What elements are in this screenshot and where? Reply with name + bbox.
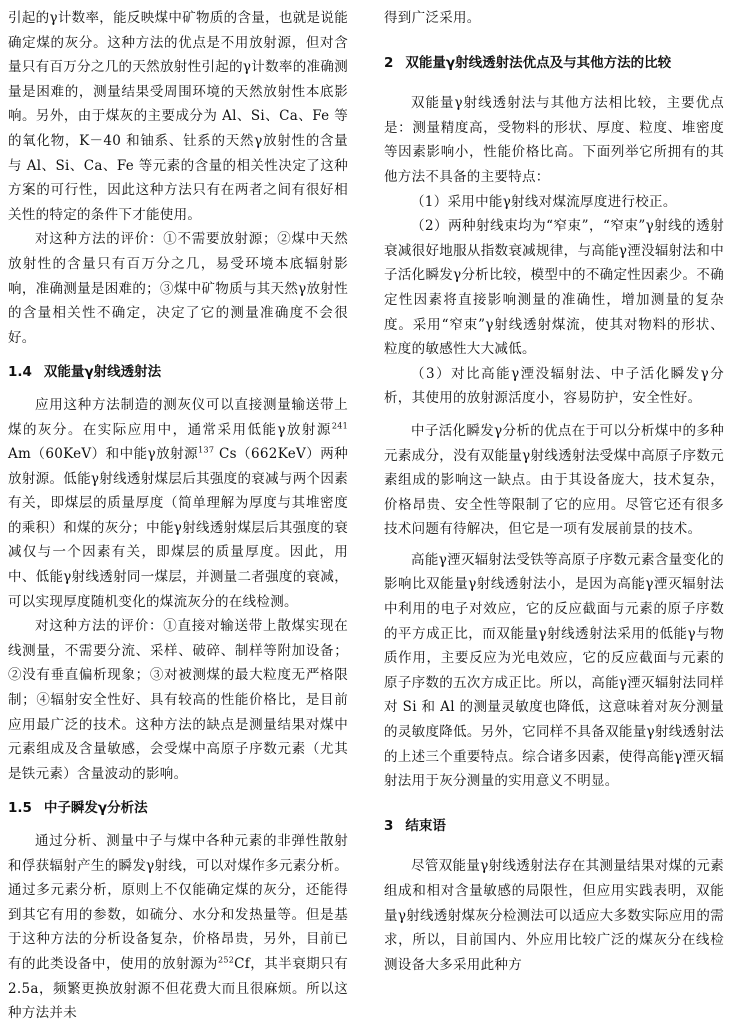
paragraph-feature-3: （3）对比高能γ湮没辐射法、中子活化瞬发γ分析，其使用的放射源活度小，容易防护，安全性好。 [384, 365, 724, 407]
paragraph-annihilation-comparison: 高能γ湮灭辐射法受铁等高原子序数元素含量变化的影响比双能量γ射线透射法小，是因为高能γ湮灭辐射法中利用的电子对效应，它的反应截面与元素的原子序数的平方成正比，而双能量γ射线透射法采用的低能γ与物质作用，主要反应为光电效应，它的反应截面与元素的原子序数的五次方成正比。所以，高能γ湮灭辐射法同样对 Si 和 Al 的测量灵敏度也降低，这意味着对灰分测量的灵敏度降低。另外，它同样不具备双能量γ射线透射法的上述三个重要特点。综合诸多因素，使得高能γ湮灭辐射法用于灰分测量的实用意义不明显。 [384, 551, 724, 790]
paragraph-continuation: 得到广泛采用。 [384, 10, 481, 26]
paragraph-advantages-intro: 双能量γ射线透射法与其他方法相比较，主要优点是：测量精度高，受物料的形状、厚度、粒度、堆密度等因素影响小，性能价格比高。下面列举它所拥有的其他方法不具备的主要特点： [384, 95, 724, 185]
section-heading-1-4 [8, 360, 348, 385]
section-heading-3 [384, 814, 724, 839]
paragraph-natural-gamma-method: 引起的γ计数率，能反映煤中矿物质的含量，也就是说能确定煤的灰分。这种方法的优点是不用放射源，但对含量只有百万分之几的天然放射性引起的γ计数率的准确测量是困难的，测量结果受周围环境的天然放射性本底影响。另外，由于煤灰的主要成分为 Al、Si、Ca、Fe 等的氧化物，K－40 和铀系、钍系的天然γ放射性的含量与 Al、Si、Ca、Fe 等元素的含量的相关性决定了这种方案的可行性，因此这种方法只有在两者之间有很好相关性的特定的条件下才能使用。 [8, 10, 348, 223]
paragraph-conclusion: 尽管双能量γ射线透射法存在其测量结果对煤的元素组成和相对含量敏感的局限性，但应用实践表明，双能量γ射线透射煤灰分检测法可以适应大多数实际应用的需求，所以，目前国内、外应用比较广泛的煤灰分在线检测设备大多采用此种方 [384, 858, 724, 973]
section-title: 结束语 [405, 817, 446, 834]
section-title: 双能量γ射线透射法 [43, 364, 162, 381]
paragraph-natural-gamma-evaluation: 对这种方法的评价：①不需要放射源；②煤中天然放射性的含量只有百万分之几，易受环境本底辐射影响，准确测量是困难的；③煤中矿物质与其天然γ放射性的含量相关性不确定，决定了它的测量准确度不会很好。 [8, 231, 348, 346]
superscript-241: 241 [331, 421, 348, 430]
paragraph-feature-2: （2）两种射线束均为“窄束”，“窄束”γ射线的透射衰减很好地服从指数衰减规律，与高能γ湮没辐射法和中子活化瞬发γ分析比较，模型中的不确定性因素少。不确定性因素将直接影响测量的准确性，增加测量的复杂度。采用“窄束”γ射线透射煤流，使其对物料的形状、粒度的敏感性大大减低。 [384, 218, 724, 358]
section-number: 2 [384, 54, 394, 71]
section-number: 3 [384, 817, 394, 834]
superscript-137: 137 [198, 445, 215, 455]
left-column [8, 6, 348, 1026]
superscript-252: 252 [217, 955, 235, 965]
paragraph-feature-1: （1）采用中能γ射线对煤流厚度进行校正。 [411, 193, 677, 210]
section-heading-2 [384, 51, 724, 76]
paragraph-dual-energy-method: 应用这种方法制造的测灰仪可以直接测量输送带上煤的灰分。在实际应用中，通常采用低能γ放射源$^{241}$ Am（60KeV）和中能γ放射源$^{137}$ Cs（662KeV）两种放射源。低能γ射线透射煤层后其强度的衰减与两个因素有关，即煤层的质量厚度（简单理解为厚度与其堆密度的乘积）和煤的灰分；中能γ射线透射煤层后其强度的衰减仅与一个因素有关，即煤层的质量厚度。因此，用中、低能γ射线透射同一煤层，并测量二者强度的衰减，可以实现厚度随机变化的煤流灰分的在线检测。 [8, 396, 348, 610]
paragraph-neutron-comparison: 中子活化瞬发γ分析的优点在于可以分析煤中的多种元素成分，没有双能量γ射线透射法受煤中高原子序数元素组成的影响这一缺点。由于其设备庞大，技术复杂，价格昂贵、安全性等限制了它的应用。尽管它还有很多技术问题有待解决，但它是一项有发展前景的技术。 [384, 422, 724, 538]
section-number: 1.4 [8, 364, 32, 381]
section-number: 1.5 [8, 800, 32, 817]
paragraph-dual-energy-evaluation: 对这种方法的评价：①直接对输送带上散煤实现在线测量，不需要分流、采样、破碎、制样等附加设备；②没有垂直偏析现象；③对被测煤的最大粒度无严格限制；④辐射安全性好、具有较高的性能价格比，是目前应用最广泛的技术。这种方法的缺点是测量结果对煤中元素组成及含量敏感，会受煤中高原子序数元素（尤其是铁元素）含量波动的影响。 [8, 618, 348, 782]
right-column [384, 6, 724, 977]
section-title: 中子瞬发γ分析法 [43, 800, 148, 817]
paragraph-neutron-prompt-gamma: 通过分析、测量中子与煤中各种元素的非弹性散射和俘获辐射产生的瞬发γ射线，可以对煤作多元素分析。通过多元素分析，原则上不仅能确定煤的灰分，还能得到其它有用的参数，如硫分、水分和发热量等。但是基于这种方法的分析设备复杂，价格昂贵，另外，目前已有的此类设备中，使用的放射源为$^{252}$Cf，其半衰期只有 2.5a，频繁更换放射源不但花费大而且很麻烦。所以这种方法并未 [8, 833, 349, 1022]
section-heading-1-5 [8, 796, 348, 821]
section-title: 双能量γ射线透射法优点及与其他方法的比较 [405, 54, 672, 71]
